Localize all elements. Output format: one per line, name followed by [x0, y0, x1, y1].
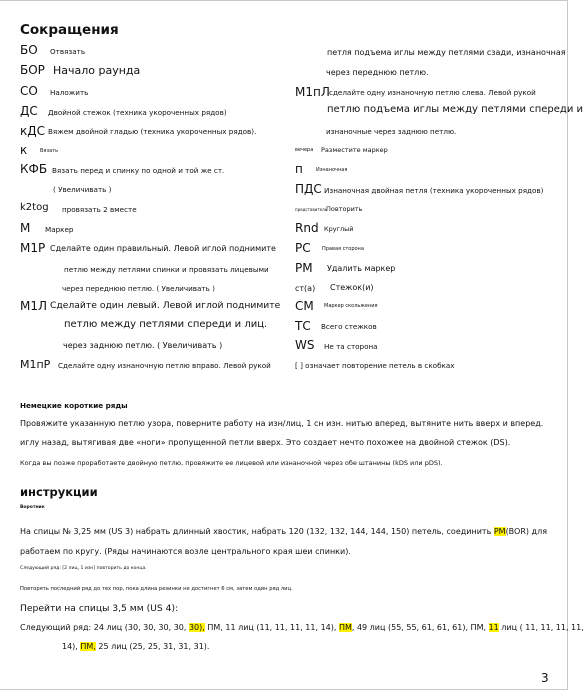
abbr-code: М: [20, 221, 31, 235]
highlighted-text: ПМ: [338, 623, 352, 632]
abbr-desc: Отвязать: [50, 47, 86, 56]
instruction-text: 14),: [62, 642, 81, 651]
instruction-text: 25 лиц (25, 25, 31, 31, 31).: [95, 642, 210, 651]
abbr-desc: Повторить: [326, 205, 363, 213]
german-rows-para-2: иглу назад, вытягивая две «ноги» пропущенной петли вверх. Это создает нечто похожее на двойной стежок (DS).: [20, 438, 511, 447]
instruction-line-4: Повторять последний ряд до тех пор, пока длина резинки не достигнет 6 см, затем один ряд лиц.: [20, 586, 293, 592]
abbr-desc: Маркер: [45, 225, 74, 234]
abbr-desc: петлю между петлями спинки и провязать лицевыми: [64, 265, 269, 274]
abbr-code: k2tog: [20, 202, 49, 213]
highlighted-text: 30),: [188, 623, 205, 632]
abbr-desc: [ ] означает повторение петель в скобках: [295, 361, 455, 370]
highlighted-text: ПМ,: [80, 642, 96, 651]
instruction-line-6: [20, 623, 584, 632]
instructions-title: инструкции: [20, 485, 98, 499]
abbr-code: ДС: [20, 104, 38, 118]
abbr-desc: Маркер скольжения: [324, 303, 378, 309]
abbr-code: СМ: [295, 299, 314, 313]
abbr-code: Rnd: [295, 221, 319, 235]
page-number: 3: [541, 671, 549, 685]
abbr-desc: Двойной стежок (техника укороченных рядов): [48, 108, 227, 117]
highlighted-marker: РМ: [493, 527, 506, 536]
abbr-desc: петля подъема иглы между петлями сзади, изнаночная: [327, 48, 566, 57]
abbr-code: КФБ: [20, 162, 48, 176]
abbr-code: БО: [20, 43, 38, 57]
abbr-code: РМ: [295, 261, 313, 275]
instruction-text: На спицы № 3,25 мм (US 3) набрать длинный хвостик, набрать 120 (132, 132, 144, 144, 150) петель, соединить: [20, 527, 494, 536]
abbreviations-title: Сокращения: [20, 22, 119, 38]
instruction-text: лиц ( 11, 11, 11, 11,: [498, 623, 584, 632]
abbr-desc: Вяжем двойной гладью (техника укороченных рядов).: [48, 127, 257, 136]
abbr-desc: Сделайте одну изнаночную петлю вправо. Левой рукой: [58, 361, 271, 370]
abbr-code: WS: [295, 338, 315, 352]
instruction-text: ПМ, 11 лиц (11, 11, 11, 11, 14),: [204, 623, 339, 632]
instruction-line-3: Следующий ряд: [2 лиц, 1 изн] повторить до конца.: [20, 566, 147, 571]
german-rows-para-3: Когда вы позже проработаете двойную петлю, провяжите ее лицевой или изнаночной через обе штанины (kDS или pDS).: [20, 459, 443, 467]
abbr-code: к: [20, 143, 28, 157]
abbr-code: М1пЛ: [295, 85, 330, 99]
abbr-code: М1пР: [20, 358, 51, 371]
instruction-line-7: [62, 642, 209, 651]
abbr-desc: Правая сторона: [322, 246, 364, 252]
instruction-text: , 49 лиц (55, 55, 61, 61, 61), ПМ,: [351, 623, 489, 632]
instruction-text: (BOR) для: [505, 527, 548, 536]
abbr-desc: Вязать перед и спинку по одной и той же ст.: [52, 166, 225, 175]
abbr-desc: через заднюю петлю. ( Увеличивать ): [63, 341, 223, 350]
abbr-code: М1Р: [20, 241, 46, 255]
abbr-desc: через переднюю петлю. ( Увеличивать ): [62, 284, 215, 293]
abbr-desc: петлю подъема иглы между петлями спереди и: [327, 104, 584, 115]
abbr-code: ПДС: [295, 182, 322, 196]
abbr-code: М1Л: [20, 299, 48, 313]
abbr-desc: Круглый: [324, 225, 354, 233]
abbr-desc: ( Увеличивать ): [53, 185, 112, 194]
german-rows-para-1: Провяжите указанную петлю узора, поверните работу на изн/лиц, 1 сн изн. нитью вперед, вытяните нить вверх и вперед.: [20, 419, 544, 428]
abbr-code: БОР: [20, 63, 45, 77]
abbr-desc: Сделайте один левый. Левой иглой поднимите: [50, 300, 281, 311]
instruction-line-5: Перейти на спицы 3,5 мм (US 4):: [20, 603, 179, 614]
instruction-line-2: работаем по кругу. (Ряды начинаются возле центрального края шеи спинки).: [20, 547, 351, 556]
abbr-desc: Разместите маркер: [321, 146, 388, 154]
abbr-desc: Не та сторона: [324, 342, 378, 351]
abbr-code: РС: [295, 241, 311, 255]
abbr-desc: Всего стежков: [321, 322, 377, 331]
abbr-desc: петлю между петлями спереди и лиц.: [64, 319, 268, 330]
abbr-desc: изнаночные через заднюю петлю.: [326, 127, 457, 136]
abbr-desc: Стежок(и): [330, 283, 374, 292]
abbr-desc: через переднюю петлю.: [326, 68, 429, 77]
abbr-code: ст(а): [295, 284, 316, 293]
abbr-code: п: [295, 162, 303, 176]
abbr-code: ТС: [295, 319, 311, 333]
abbr-code: кДС: [20, 124, 46, 138]
abbr-desc: Удалить маркер: [327, 264, 396, 273]
instruction-line-1: [20, 527, 547, 536]
abbr-desc: сделайте одну изнаночную петлю слева. Левой рукой: [329, 88, 536, 97]
highlighted-text: 11: [488, 623, 499, 632]
abbr-desc: Начало раунда: [53, 64, 141, 77]
abbr-code: СО: [20, 84, 38, 98]
collar-subtitle: Воротник: [20, 505, 45, 510]
abbr-desc: Сделайте один правильный. Левой иглой поднимите: [50, 244, 276, 253]
abbr-code: представитель: [295, 207, 328, 212]
german-rows-title: Немецкие короткие ряды: [20, 401, 128, 410]
abbr-desc: Изнаночная двойная петля (техника укороченных рядов): [324, 186, 544, 195]
abbr-desc: Вязать: [40, 148, 59, 154]
abbr-desc: Изнаночная: [316, 167, 348, 173]
abbr-code: вечера: [295, 147, 314, 153]
abbr-desc: Наложить: [50, 88, 89, 97]
instruction-text: Следующий ряд: 24 лиц (30, 30, 30, 30,: [20, 623, 189, 632]
abbr-desc: провязать 2 вместе: [62, 205, 137, 214]
